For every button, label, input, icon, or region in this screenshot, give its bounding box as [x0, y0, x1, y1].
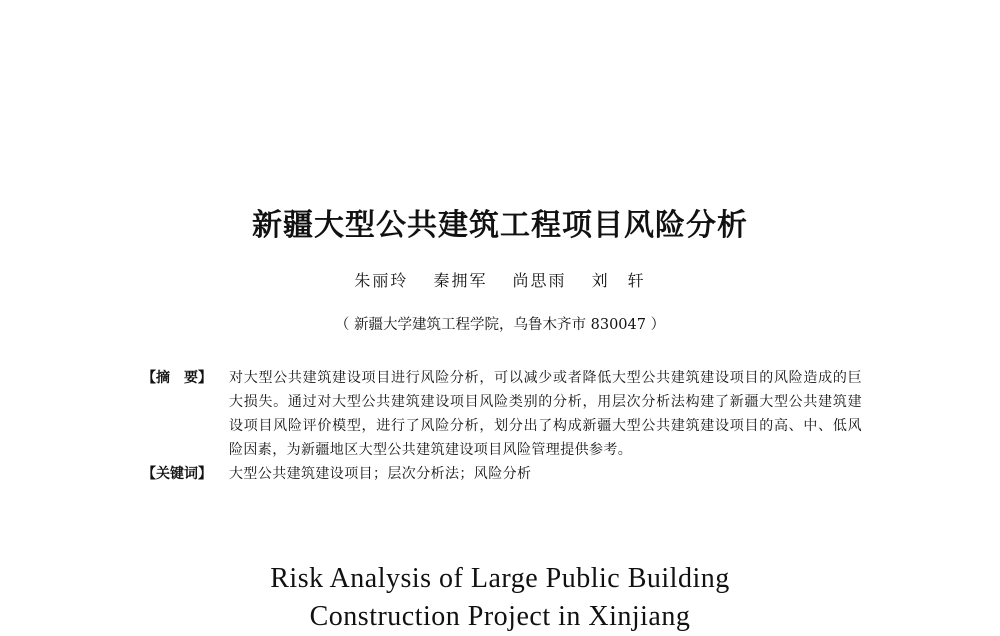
abstract-section: [142, 366, 862, 486]
paper-title-english: [0, 560, 1000, 636]
title-en-line-1: Risk Analysis of Large Public Building: [270, 563, 730, 594]
author-affiliation: （ 新疆大学建筑工程学院，乌鲁木齐市 830047 ）: [334, 317, 666, 333]
author-name: 秦拥军: [433, 271, 488, 290]
keywords: [142, 462, 862, 486]
author-name: 尚思雨: [512, 271, 567, 290]
author-name: 刘 轩: [591, 271, 646, 290]
author-list: [0, 268, 1000, 291]
author-name: 朱丽玲: [354, 271, 409, 290]
title-en-line-2: Construction Project in Xinjiang: [309, 601, 691, 632]
abstract: [142, 366, 862, 462]
abstract-label: 【摘 要】: [142, 370, 212, 386]
paper-title-chinese: 新疆大型公共建筑工程项目风险分析: [252, 208, 748, 243]
keywords-label: 【关键词】: [142, 466, 212, 482]
abstract-text: 对大型公共建筑建设项目进行风险分析，可以减少或者降低大型公共建筑建设项目的风险造成的巨大损失。通过对大型公共建筑建设项目风险类别的分析，用层次分析法构建了新疆大型公共建筑建设项目风险评价模型，进行了风险分析，划分出了构成新疆大型公共建筑建设项目的高、中、低风险因素，为新疆地区大型公共建筑建设项目风险管理提供参考。: [229, 370, 862, 458]
keywords-text: 大型公共建筑建设项目；层次分析法；风险分析: [229, 466, 532, 482]
